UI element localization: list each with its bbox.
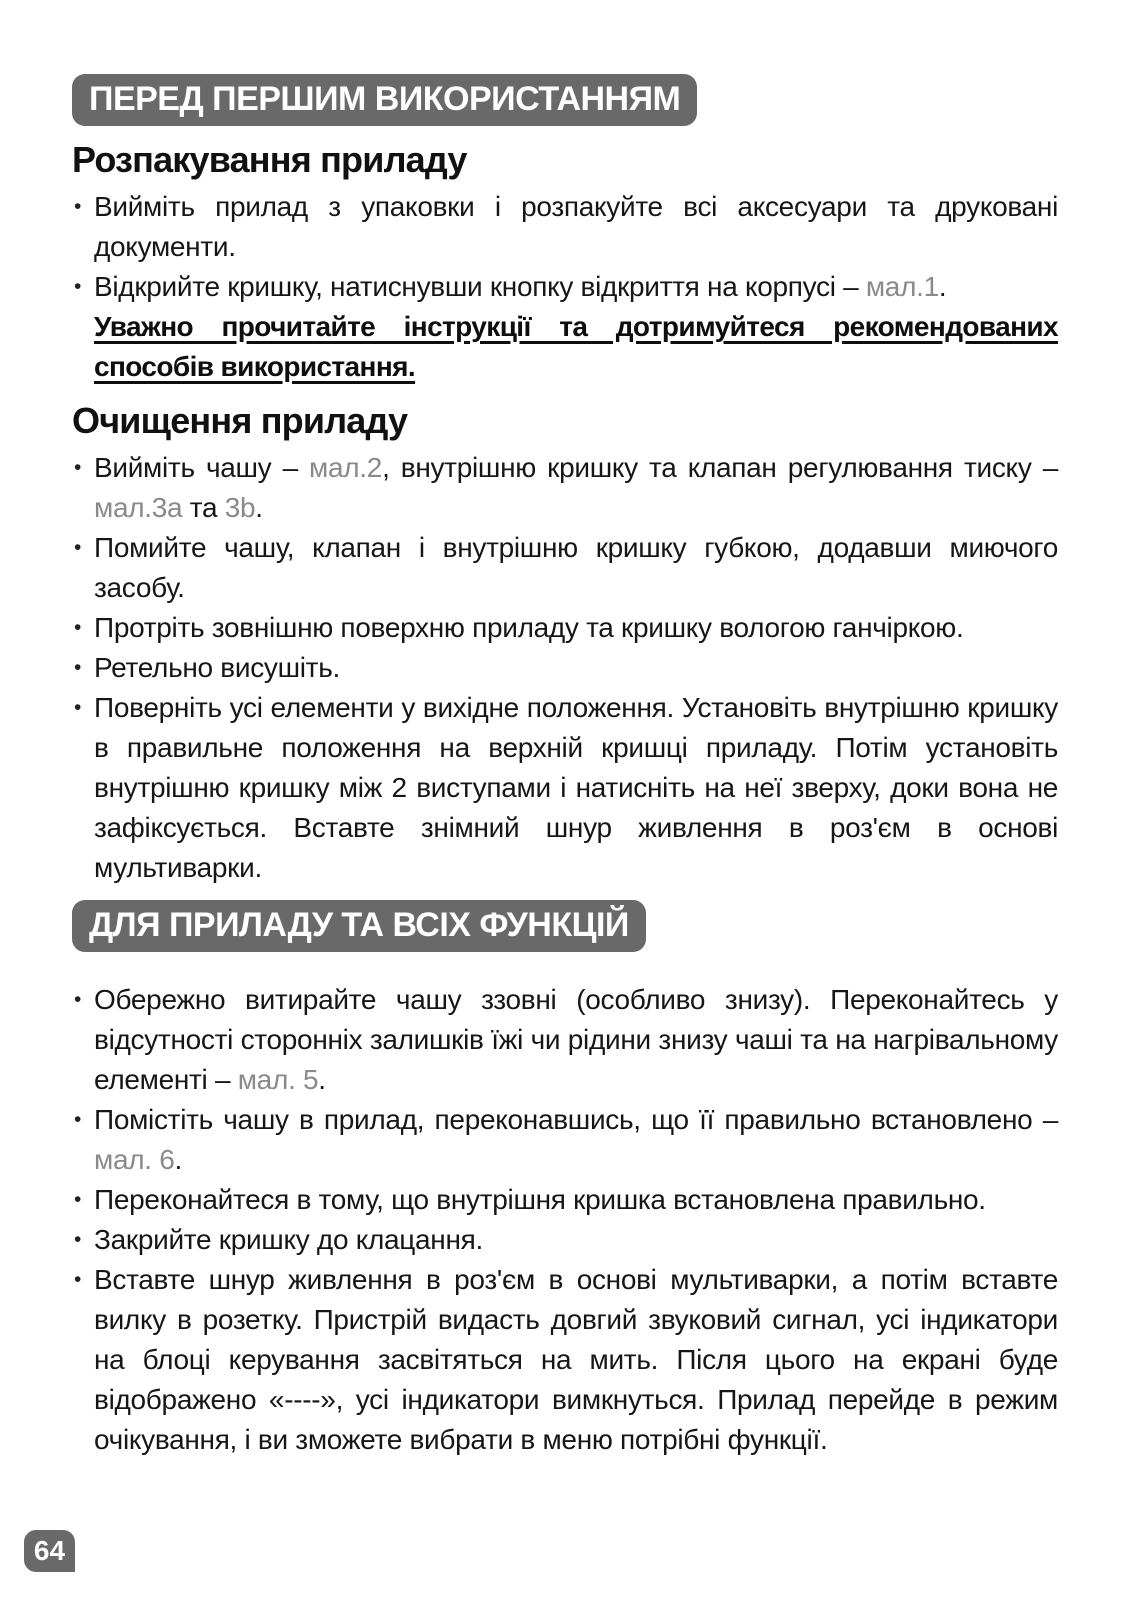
text-segment: Обережно витирайте чашу ззовні (особливо знизу). Переконайтесь у відсутності сторонніх залишків їжі чи рідини знизу чаші та на нагрівальному елементі –: [94, 984, 1058, 1095]
figure-reference: мал. 5: [237, 1064, 319, 1095]
text-segment: Переконайтеся в тому, що внутрішня кришка встановлена правильно.: [94, 1184, 986, 1215]
text-segment: .: [255, 492, 263, 523]
section-band-label: ПЕРЕД ПЕРШИМ ВИКОРИСТАННЯМ: [89, 80, 681, 118]
section-band-appliance-functions: [72, 900, 646, 952]
bullet-item: [72, 1220, 1058, 1260]
bullet-item: [72, 1180, 1058, 1220]
heading-cleaning: Очищення приладу: [72, 400, 408, 441]
text-segment: Ретельно висушіть.: [94, 652, 340, 683]
text-segment: Вставте шнур живлення в роз'єм в основі мультиварки, а потім вставте вилку в розетку. Пристрій видасть довгий звуковий сигнал, усі індикатори на блоці керування засвітяться на мить. Після цього на екрані буде відображено «----», усі індикатори вимкнуться. Прилад перейде в режим очікування, і ви зможете вибрати в меню потрібні функції.: [94, 1264, 1058, 1455]
bullet-item: [72, 267, 1058, 387]
figure-reference: мал.3a: [94, 492, 183, 523]
text-segment: Протріть зовнішню поверхню приладу та кришку вологою ганчіркою.: [94, 612, 964, 643]
text-segment: .: [318, 1064, 326, 1095]
text-segment: Помістіть чашу в прилад, переконавшись, що її правильно встановлено –: [94, 1104, 1058, 1135]
bullet-list-cleaning: [72, 448, 1058, 888]
figure-reference: 3b: [224, 492, 256, 523]
text-segment: Вийміть прилад з упаковки і розпакуйте всі аксесуари та друковані документи.: [94, 191, 1058, 262]
bullet-item: [72, 1100, 1058, 1180]
text-segment: Поверніть усі елементи у вихідне положення. Установіть внутрішню кришку в правильне положення на верхній кришці приладу. Потім установіть внутрішню кришку між 2 виступами і натисніть на неї зверху, доки вона не зафіксується. Вставте знімний шнур живлення в роз'єм в основі мультиварки.: [94, 692, 1058, 883]
section-band-before-first-use: [72, 74, 697, 126]
text-segment: .: [174, 1144, 182, 1175]
figure-reference: мал.2: [309, 452, 383, 483]
bullet-item: [72, 1260, 1058, 1460]
text-segment: Відкрийте кришку, натиснувши кнопку відкриття на корпусі –: [94, 271, 866, 302]
heading-unpacking: Розпакування приладу: [72, 139, 467, 180]
bullet-list-unpacking: [72, 187, 1058, 387]
bullet-item: [72, 648, 1058, 688]
text-segment: .: [938, 271, 947, 302]
warning-note: Уважно прочитайте інструкції та дотримуйтеся рекомендованих способів використання.: [94, 311, 1058, 382]
section-band-label: ДЛЯ ПРИЛАДУ ТА ВСІХ ФУНКЦІЙ: [89, 906, 629, 944]
bullet-item: [72, 608, 1058, 648]
bullet-item: [72, 528, 1058, 608]
bullet-item: [72, 688, 1058, 888]
text-segment: Помийте чашу, клапан і внутрішню кришку губкою, додавши миючого засобу.: [94, 532, 1058, 603]
bullet-item: [72, 448, 1058, 528]
text-segment: Закрийте кришку до клацання.: [94, 1224, 483, 1255]
text-segment: , внутрішню кришку та клапан регулювання тиску –: [382, 452, 1058, 483]
figure-reference: мал.1: [865, 271, 939, 302]
page-number-badge: 64: [24, 1530, 75, 1572]
bullet-list-functions: [72, 980, 1058, 1460]
text-segment: та: [182, 492, 225, 523]
bullet-item: [72, 980, 1058, 1100]
text-segment: Вийміть чашу –: [94, 452, 310, 483]
figure-reference: мал. 6: [94, 1144, 175, 1175]
bullet-item: [72, 187, 1058, 267]
